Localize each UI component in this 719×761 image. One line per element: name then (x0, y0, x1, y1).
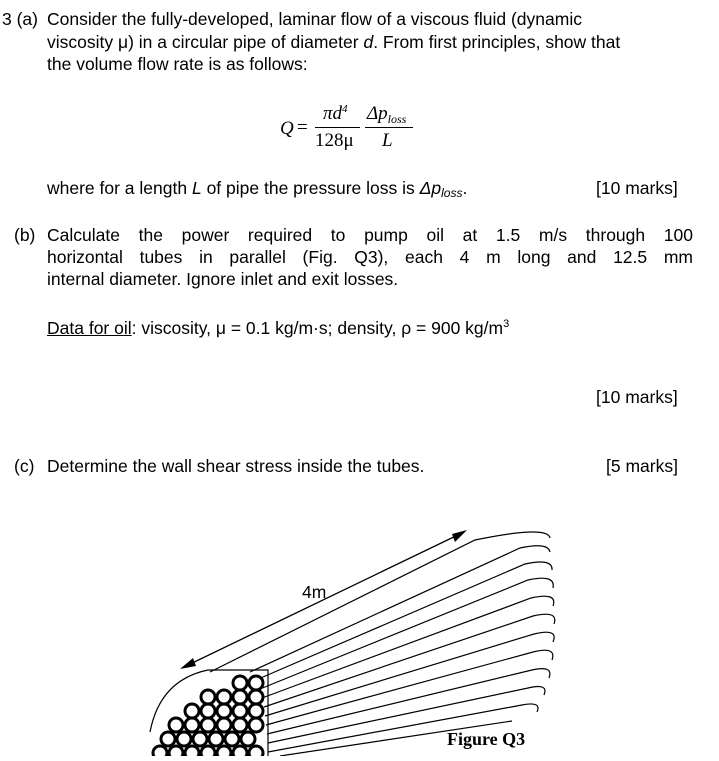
part-c-marks: [5 marks] (606, 456, 678, 476)
question-number-and-part-a-label (2, 8, 38, 30)
part-c-label: (c) (14, 456, 35, 476)
equation-lhs: Q (280, 118, 294, 139)
equation-numerator-1: $\pi d^4$ (323, 103, 348, 124)
flow-rate-equation (280, 103, 440, 153)
oil-data-exponent: 3 (503, 318, 510, 330)
part-a-line-1: Consider the fully-developed, laminar flow of a viscous fluid (dynamic (47, 9, 582, 29)
equation-numerator-2: $\Delta p_{loss}$ (367, 103, 407, 126)
tube-cross-sections (153, 676, 263, 756)
part-a-line-3: the volume flow rate is as follows: (47, 54, 308, 74)
part-a-line-2 (47, 31, 620, 53)
question-number: 3 (2, 9, 12, 29)
figure-q3 (0, 520, 719, 761)
equation-equals: = (297, 117, 308, 138)
part-a-line-2-end: . From first principles, show that (373, 32, 621, 52)
part-a-label: (a) (16, 9, 38, 29)
part-a-where-line: where for a length L of pipe the pressure loss is Δploss. (47, 178, 468, 200)
part-b-line-2: horizontal tubes in parallel (Fig. Q3), each 4 m long and 12.5 mm (47, 247, 693, 267)
equation-fraction-bar-2 (365, 127, 413, 128)
figure-caption: Figure Q3 (447, 729, 526, 749)
part-b-line-3: internal diameter. Ignore inlet and exit losses. (47, 269, 399, 289)
part-c-text: Determine the wall shear stress inside the tubes. (47, 456, 425, 476)
tube-bundle-drawing (0, 520, 719, 756)
part-a-line-2-text: viscosity μ) in a circular pipe of diameter (47, 32, 359, 52)
part-b-marks: [10 marks] (596, 387, 678, 407)
oil-data-label: Data for oil (47, 318, 132, 338)
equation-denominator-1: 128μ (315, 130, 354, 151)
diameter-symbol: d (363, 32, 374, 52)
part-b-line-1: Calculate the power required to pump oil at 1.5 m/s through 100 (47, 225, 693, 245)
length-label: 4m (302, 582, 327, 602)
equation-fraction-bar-1 (315, 127, 360, 128)
equation-denominator-2: L (382, 130, 393, 151)
oil-data-text: : viscosity, μ = 0.1 kg/m·s; density, ρ = 900 kg/m (131, 318, 504, 338)
length-symbol: L (191, 178, 202, 198)
part-a-marks: [10 marks] (596, 178, 678, 198)
part-b-label: (b) (14, 225, 36, 245)
pressure-loss-symbol: Δploss (419, 178, 463, 200)
oil-data-line (47, 317, 509, 342)
